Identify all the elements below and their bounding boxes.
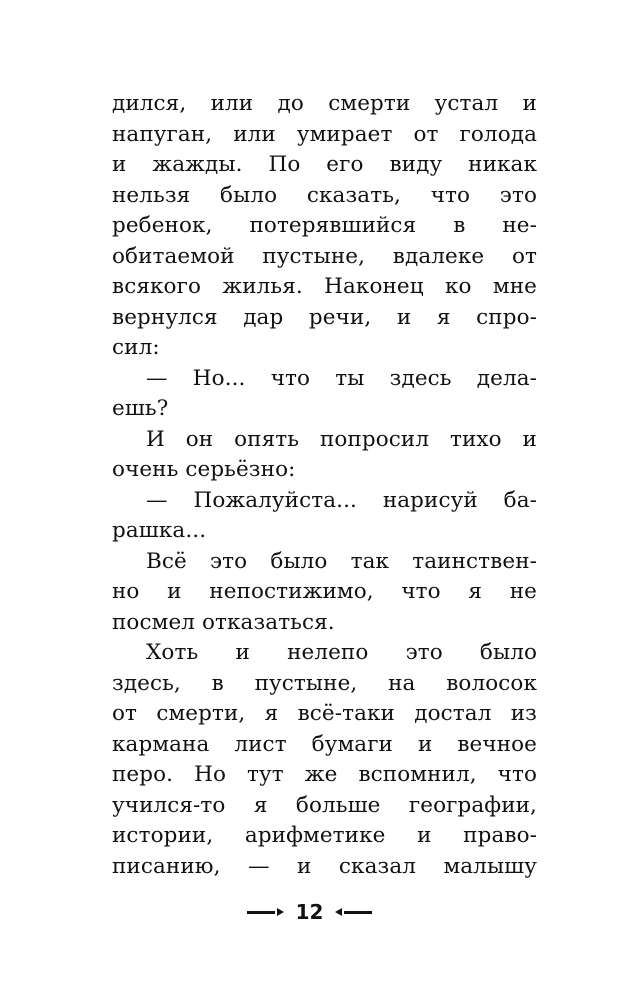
text-line: писанию, — и сказал малышу [112,853,537,879]
text-line: напуган, или умирает от голода [112,121,537,147]
page-footer [0,897,619,927]
book-page-text [112,89,537,882]
text-line: вернулся дар речи, и я спро- [112,304,537,330]
text-line: ребенок, потерявшийся в не- [112,213,537,238]
text-line: обитаемой пустыне, вдалеке от [112,243,537,269]
text-line: ешь? [112,396,169,421]
text-line: перо. Но тут же вспомнил, что [112,762,537,787]
text-line: Хоть и нелепо это было [146,640,537,665]
text-line: И он опять попросил тихо и [146,426,537,452]
text-line: и жажды. По его виду никак [112,152,537,177]
arrow-right-icon [277,908,284,916]
right-ornament [335,908,372,916]
arrow-left-icon [335,908,342,916]
text-line: нельзя было сказать, что это [112,182,537,208]
text-line: — Но... что ты здесь дела- [146,365,537,391]
text-line: здесь, в пустыне, на волосок [112,670,537,696]
dash-left-icon [247,911,275,914]
text-line: всякого жилья. Наконец ко мне [112,274,537,299]
text-line: рашка... [112,518,207,543]
text-line: Всё это было так таинствен- [146,548,537,574]
text-line: истории, арифметике и право- [112,823,537,848]
text-line: — Пожалуйста... нарисуй ба- [146,487,537,513]
left-ornament [247,908,284,916]
dash-right-icon [344,911,372,914]
text-line: учился-то я больше географии, [112,792,537,818]
text-line: но и непостижимо, что я не [112,579,537,604]
text-line: кармана лист бумаги и вечное [112,731,537,757]
text-line: дился, или до смерти устал и [112,91,537,116]
page-number: 12 [295,900,324,924]
text-line: от смерти, я всё-таки достал из [112,701,537,726]
text-line: сил: [112,335,160,360]
text-line: посмел отказаться. [112,609,335,635]
text-line: очень серьёзно: [112,457,296,482]
